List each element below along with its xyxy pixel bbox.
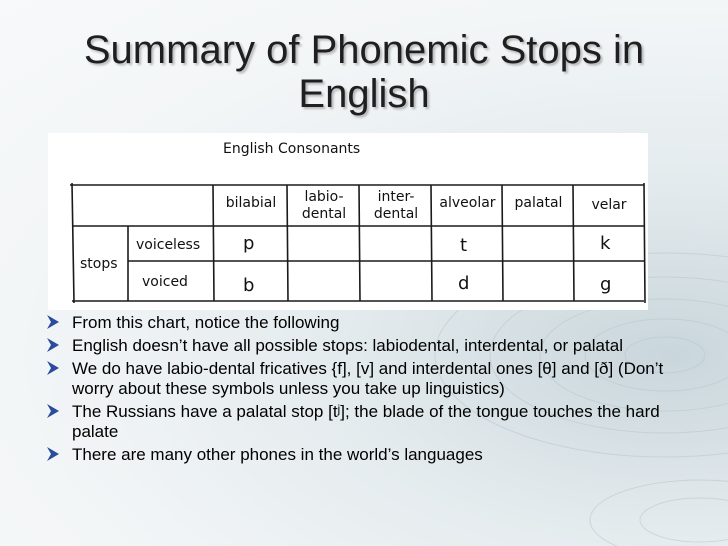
arrowhead-bullet-icon [46, 314, 60, 330]
arrowhead-bullet-icon [46, 360, 60, 376]
row-label-voiceless: voiceless [136, 237, 201, 253]
cell-voiceless-bilabial: p [243, 233, 255, 254]
bullet-list [46, 313, 686, 468]
column-header-labiodental: labio- dental [301, 189, 347, 222]
cell-voiced-alveolar: d [458, 273, 470, 294]
column-header-interdental: inter- dental [373, 189, 419, 222]
bullet-text: From this chart, notice the following [72, 313, 340, 332]
table-caption: English Consonants [223, 141, 361, 157]
cell-voiceless-velar: k [600, 233, 611, 254]
bullet-item [46, 359, 686, 399]
bullet-item [46, 336, 686, 356]
arrowhead-bullet-icon [46, 337, 60, 353]
row-group-stops: stops [80, 256, 118, 272]
column-header-palatal: palatal [514, 195, 563, 211]
bullet-item [46, 402, 686, 442]
bullet-text: We do have labio-dental fricatives {f], [v] and interdental ones [θ] and [ð] (Don’t worry about these symbols unless you take up linguistics) [72, 359, 664, 398]
slide-title: Summary of Phonemic Stops in English [83, 28, 645, 116]
bullet-text: The Russians have a palatal stop [tʲ]; the blade of the tongue touches the hard palate [72, 402, 660, 441]
arrowhead-bullet-icon [46, 403, 60, 419]
column-header-bilabial: bilabial [225, 195, 277, 211]
column-header-alveolar: alveolar [439, 195, 496, 211]
column-header-velar: velar [591, 197, 627, 213]
consonant-table-image [48, 133, 648, 310]
arrowhead-bullet-icon [46, 446, 60, 462]
cell-voiced-velar: g [600, 274, 612, 295]
bullet-text: English doesn’t have all possible stops: labiodental, interdental, or palatal [72, 336, 623, 355]
row-label-voiced: voiced [142, 274, 188, 290]
bullet-text: There are many other phones in the world’s languages [72, 445, 483, 464]
cell-voiceless-alveolar: t [460, 235, 468, 256]
bullet-item [46, 313, 686, 333]
bullet-item [46, 445, 686, 465]
cell-voiced-bilabial: b [243, 275, 255, 296]
